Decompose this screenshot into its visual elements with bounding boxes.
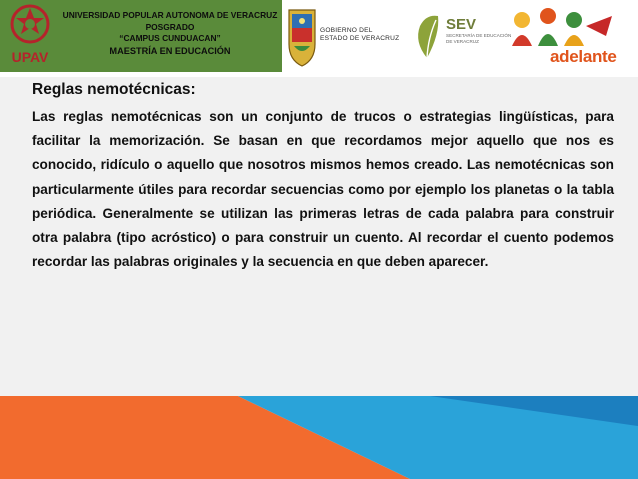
gobierno-line-1: GOBIERNO DEL <box>320 27 373 34</box>
partner-logos <box>282 0 638 77</box>
sev-line-2: DE VERACRUZ <box>446 38 479 44</box>
posgrado-label: POSGRADO <box>145 21 195 32</box>
university-band <box>0 0 282 72</box>
upav-logo <box>4 2 56 68</box>
slide-paragraph: Las reglas nemotécnicas son un conjunto de trucos o estrategias lingüísticas, para facilitar la memorización. Se basan en que recordamos mejor aquello que nos es conocido, ridículo o aquello que nosotros mismos hemos creado. Las nemotécnicas son particularmente útiles para recordar secuencias como por ejemplo los planetas o la tabla periódica. Generalmente se utilizan las primeras letras de cada palabra para construir otra palabra (tipo acróstico) o para construir un cuento. Al recordar el cuento podemos recordar las palabras originales y la secuencia en que deben aparecer. <box>32 109 614 270</box>
upav-logo-text: UPAV <box>11 49 49 65</box>
slide-title: Reglas nemotécnicas: <box>32 81 196 98</box>
veracruz-shield-icon <box>286 4 318 70</box>
slide-content <box>32 79 614 274</box>
header-banner <box>0 0 638 77</box>
footer-decoration <box>0 396 638 479</box>
sev-text <box>446 16 511 44</box>
gobierno-text <box>320 27 399 43</box>
gobierno-line-2: ESTADO DE VERACRUZ <box>320 35 400 42</box>
adelante-label: adelante <box>550 47 617 66</box>
program-label: MAESTRÍA EN EDUCACIÓN <box>109 45 231 56</box>
university-text <box>58 10 282 57</box>
campus-label: “CAMPUS CUNDUACAN” <box>119 33 221 43</box>
sev-line-1: SECRETARÍA DE EDUCACIÓN <box>446 33 512 38</box>
adelante-figures-icon <box>508 6 618 50</box>
sev-leaf-icon <box>410 12 444 60</box>
university-name: UNIVERSIDAD POPULAR AUTONOMA DE VERACRUZ <box>62 10 278 20</box>
sev-label: SEV <box>446 16 477 33</box>
